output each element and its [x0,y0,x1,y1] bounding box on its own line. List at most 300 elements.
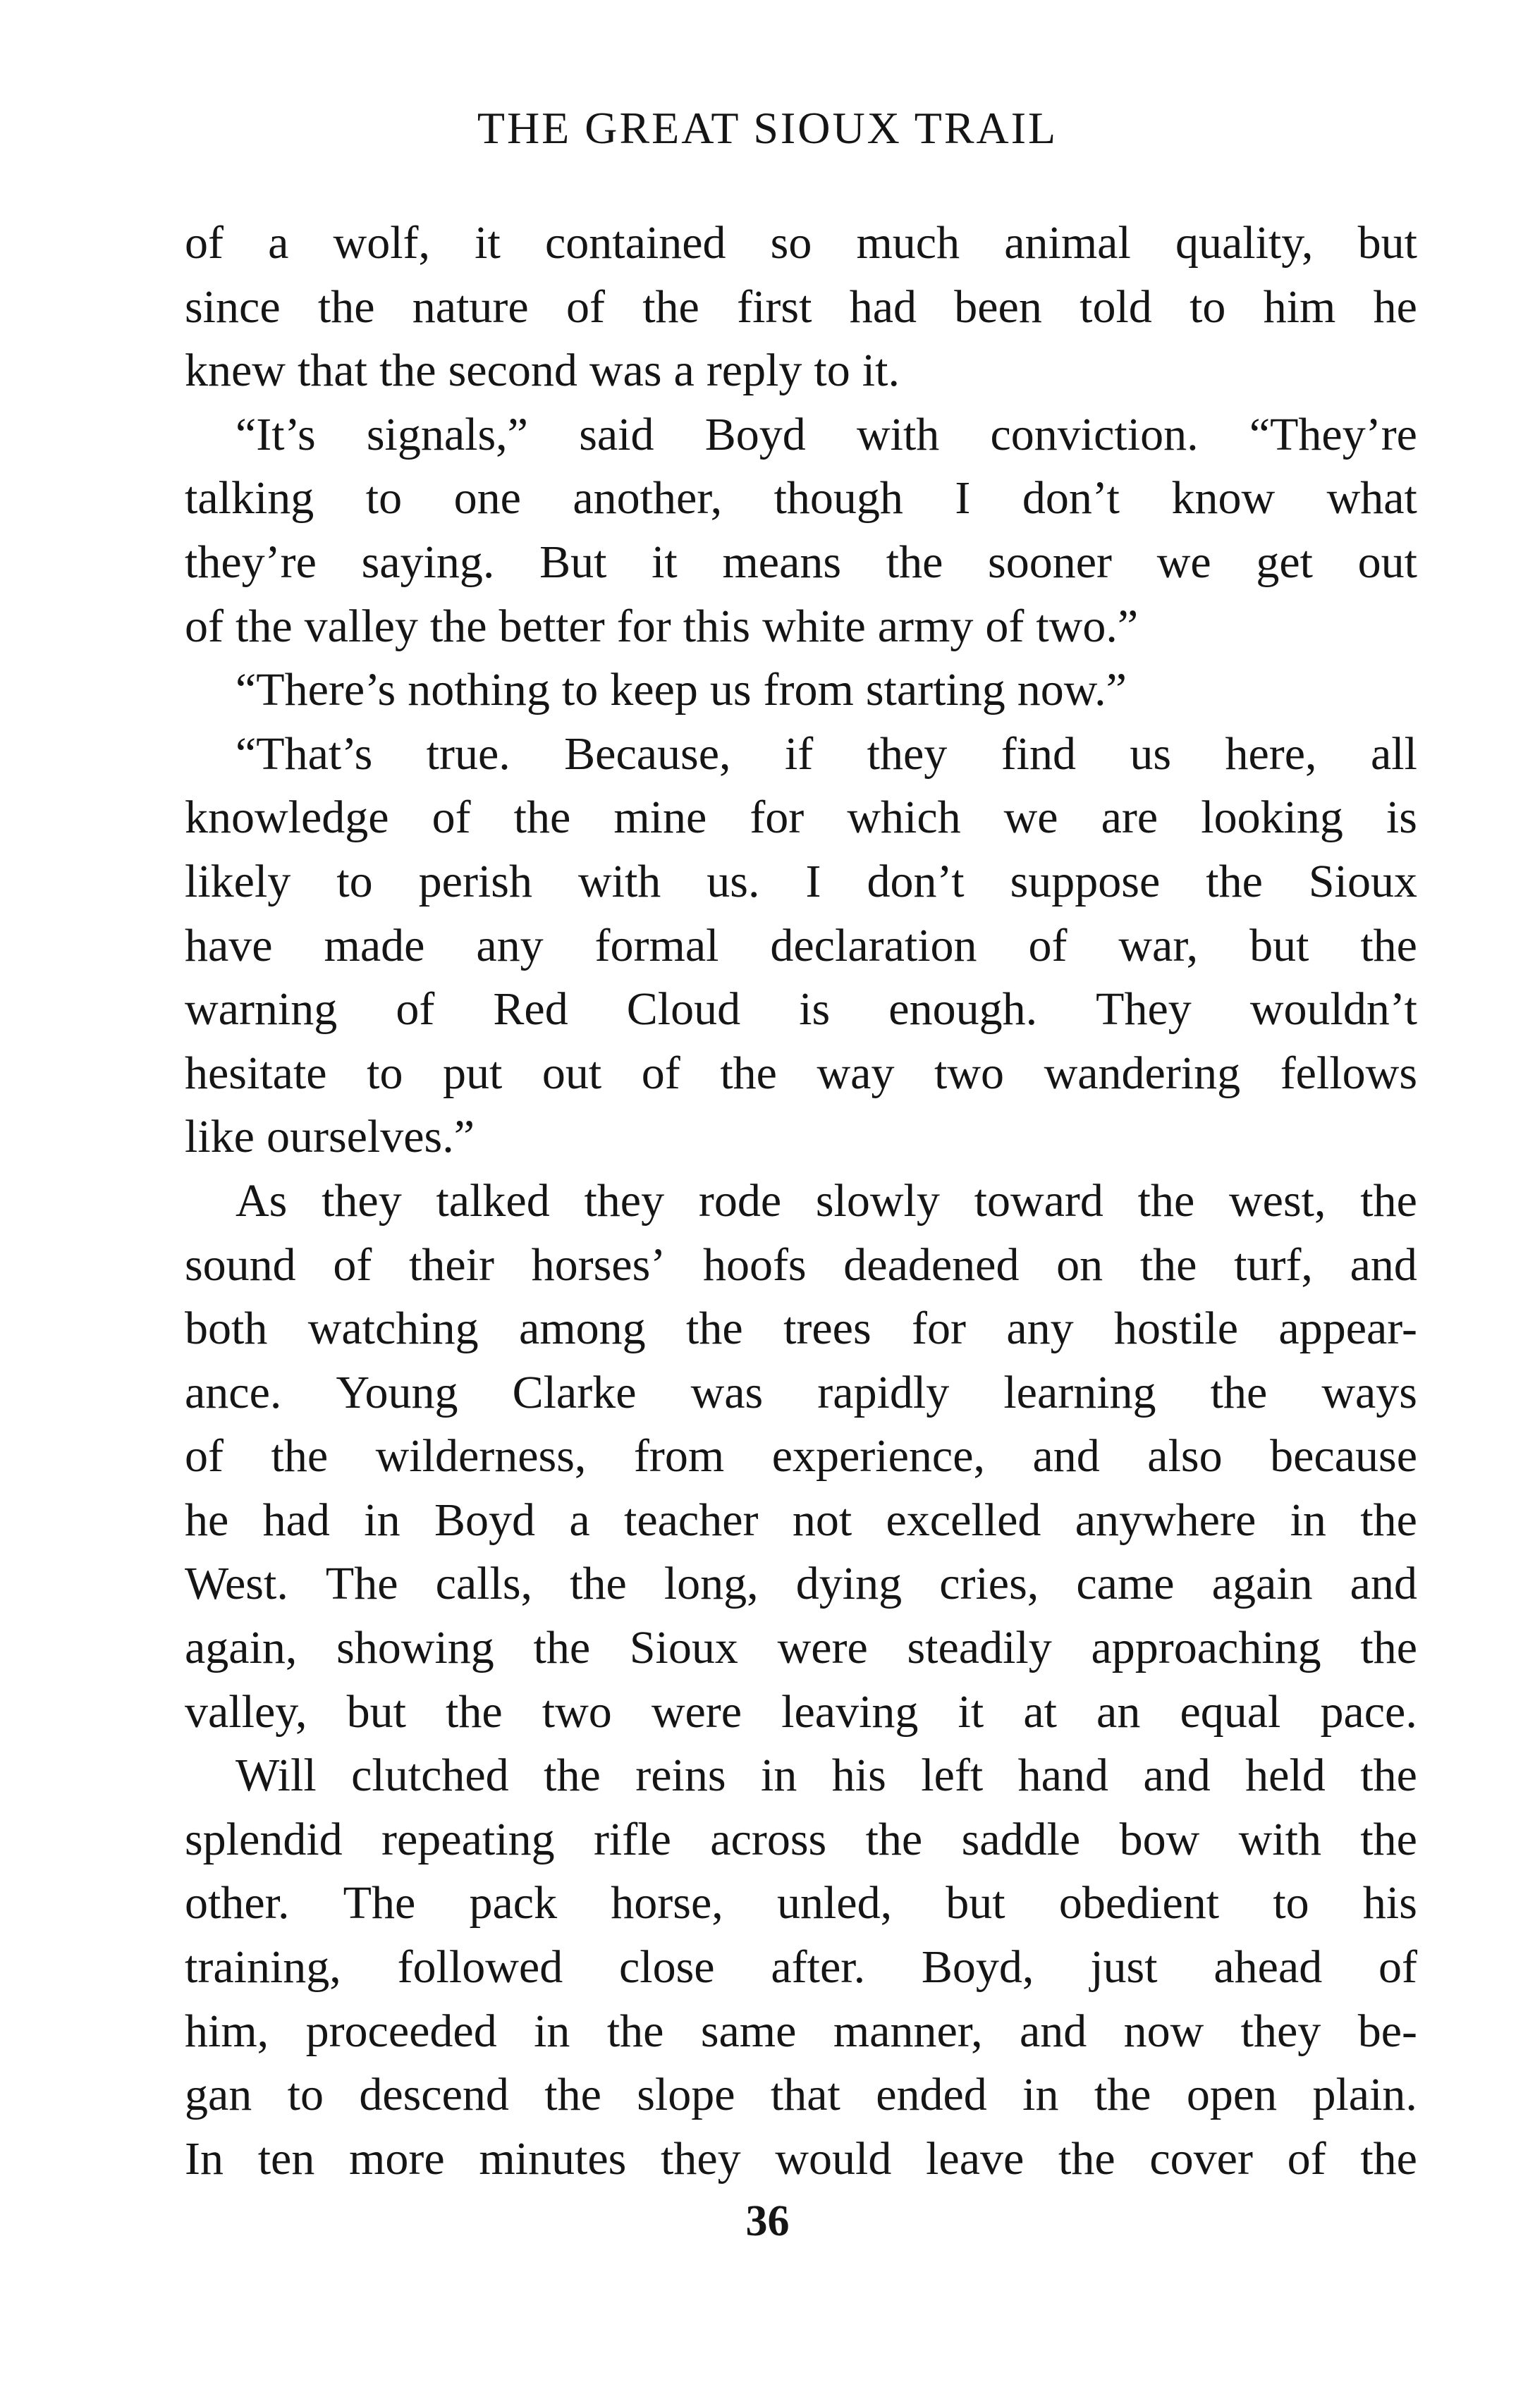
text-line [185,1744,1417,1808]
word: They [1096,983,1192,1036]
word: him, [185,2005,269,2057]
word: any [1006,1303,1074,1355]
word: hostile [1114,1303,1239,1355]
text-line [185,1425,1417,1489]
word: they [322,1174,402,1227]
word: the [544,2069,601,2121]
word: to [367,1047,403,1099]
word: any [476,919,544,971]
word: saying. [361,536,495,588]
word: which [847,792,961,844]
running-head: THE GREAT SIOUX TRAIL [477,103,1058,153]
text-line [185,723,1417,787]
word: showing [336,1622,494,1674]
word: cries, [939,1558,1039,1610]
word: the [570,1558,627,1610]
word: first [737,281,812,333]
text-line [185,339,1417,403]
word: us [1130,727,1172,780]
word: cover [1149,2132,1253,2185]
word: unled, [776,1877,893,1929]
word: out [1357,536,1417,588]
word: Boyd [434,1494,535,1546]
word: now.” [1017,664,1127,716]
word: army [877,600,974,652]
word: but [346,1685,406,1738]
word: experience, [771,1430,985,1482]
word: followed [397,1941,563,1994]
word: to [287,2069,324,2121]
word: and [1350,1239,1417,1291]
word: but [946,1877,1005,1929]
word: a [569,1494,590,1546]
word: in [1022,2069,1059,2121]
word: pace. [1320,1685,1417,1738]
word: it. [862,345,900,397]
word: across [710,1813,827,1865]
word: fellows [1280,1047,1417,1099]
text-line [185,1105,1417,1169]
word: the [1360,1750,1417,1802]
text-line [185,276,1417,340]
text-line [185,1936,1417,2000]
word: Boyd, [921,1941,1034,1994]
word: been [954,281,1042,333]
word: was [690,1366,764,1418]
word: put [443,1047,503,1099]
word: better [499,600,605,652]
word: of [641,1047,680,1099]
word: leaving [781,1685,919,1738]
word: of [565,281,605,333]
text-line [185,1489,1417,1553]
word: us [709,664,752,716]
word: nothing [408,664,550,716]
word: their [409,1239,494,1291]
word: two.” [1036,600,1139,652]
text-line [185,1361,1417,1425]
word: to [1190,281,1226,333]
word: enough. [888,983,1038,1036]
word: the [544,1750,601,1802]
word: watching [307,1303,479,1355]
word: because [1270,1430,1417,1482]
word: would [775,2132,892,2185]
text-line [185,658,1417,723]
text-line [185,2063,1417,2127]
word: they [867,727,948,780]
word: reply [706,345,802,397]
word: suppose [1010,855,1161,907]
word: made [324,919,425,971]
word: valley [304,600,418,652]
text-line [185,211,1417,276]
word: the [379,345,436,397]
word: teacher [623,1494,759,1546]
word: ended [876,2069,987,2121]
word: the [271,1430,329,1482]
text-line [185,595,1417,659]
word: As [236,1174,288,1227]
word: deadened [843,1239,1020,1291]
word: descend [359,2069,509,2121]
word: with [856,408,940,460]
word: the [513,792,571,844]
word: that [770,2069,840,2121]
word: means [722,536,842,588]
word: is [1386,792,1417,844]
word: training, [185,1941,341,1994]
word: after. [771,1941,866,1994]
word: of [985,600,1025,652]
word: looking [1201,792,1343,844]
word: of [333,1239,372,1291]
word: “There’s [236,664,396,716]
word: a [673,345,695,397]
word: signals,” [366,408,528,460]
word: of [396,983,435,1036]
word: the [886,536,943,588]
word: the [235,600,293,652]
word: in [364,1494,400,1546]
word: the [1206,855,1263,907]
word: it [652,536,678,588]
word: close [618,1941,715,1994]
word: his [1362,1877,1417,1929]
word: the [720,1047,777,1099]
word: the [1360,919,1417,971]
word: much [856,217,960,269]
word: just [1090,1941,1158,1994]
word: declaration [770,919,977,971]
word: the [1360,1622,1417,1674]
word: don’t [867,855,965,907]
text-line [185,850,1417,914]
word: he [185,1494,229,1546]
word: again [1211,1558,1313,1610]
word: both [185,1303,268,1355]
text-line [185,1808,1417,1872]
word: calls, [435,1558,533,1610]
word: leave [926,2132,1025,2185]
word: the [446,1685,503,1738]
word: of [185,217,224,269]
word: Will [236,1750,317,1802]
word: the [1360,1494,1417,1546]
word: Because, [564,727,731,780]
word: rapidly [817,1366,950,1418]
word: now [1123,2005,1204,2057]
word: reins [635,1750,726,1802]
word: sound [185,1239,296,1291]
word: west, [1229,1174,1326,1227]
word: we [1003,792,1058,844]
word: left [921,1750,984,1802]
word: conviction. [990,408,1199,460]
word: they’re [185,536,317,588]
word: him [1263,281,1336,333]
word: gan [185,2069,252,2121]
word: learning [1003,1366,1156,1418]
word: mine [613,792,707,844]
word: of [1028,919,1068,971]
word: wouldn’t [1249,983,1417,1036]
word: dying [795,1558,903,1610]
word: it [958,1685,984,1738]
word: also [1147,1430,1223,1482]
word: contained [544,217,726,269]
word: rifle [593,1813,671,1865]
word: a [268,217,289,269]
word: horses’ [531,1239,666,1291]
word: another, [573,472,723,524]
text-line [185,1616,1417,1681]
word: quality, [1175,217,1314,269]
word: they [661,2132,741,2185]
word: two [934,1047,1005,1099]
word: have [185,919,273,971]
word: find [1001,727,1077,780]
word: two [542,1685,612,1738]
text-line [185,1681,1417,1745]
word: way [817,1047,895,1099]
word: wolf, [333,217,431,269]
word: sooner [988,536,1113,588]
word: approaching [1091,1622,1321,1674]
word: we [1156,536,1211,588]
word: if [784,727,814,780]
word: second [448,345,577,397]
word: held [1245,1750,1326,1802]
text-line [185,1042,1417,1106]
text-line [185,1872,1417,1936]
body-text [185,211,1417,2191]
word: Clarke [512,1366,637,1418]
word: to [336,855,373,907]
text-line [185,1169,1417,1234]
word: Sioux [629,1622,738,1674]
word: had [262,1494,330,1546]
word: be- [1357,2005,1417,2057]
text-line [185,978,1417,1042]
word: slowly [815,1174,940,1227]
text-line [185,531,1417,595]
word: of [1287,2132,1326,2185]
word: Cloud [626,983,741,1036]
word: excelled [886,1494,1041,1546]
word: ance. [185,1366,282,1418]
word: was [589,345,662,397]
word: saddle [961,1813,1081,1865]
word: white [762,600,866,652]
word: rode [698,1174,782,1227]
word: us. [707,855,760,907]
word: of [432,792,471,844]
word: of [185,1430,224,1482]
word: In [185,2132,224,2185]
word: ahead [1213,1941,1323,1994]
word: “It’s [236,408,316,460]
word: steadily [907,1622,1052,1674]
word: they [584,1174,665,1227]
word: in [534,2005,570,2057]
word: don’t [1022,472,1120,524]
word: from [763,664,854,716]
word: get [1256,536,1313,588]
word: splendid [185,1813,343,1865]
word: from [633,1430,725,1482]
word: valley, [185,1685,307,1738]
word: with [577,855,661,907]
word: equal [1180,1685,1281,1738]
word: but [1357,217,1417,269]
word: at [1023,1685,1057,1738]
word: open [1186,2069,1278,2121]
word: the [1137,1174,1195,1227]
word: but [1249,919,1309,971]
word: more [349,2132,445,2185]
word: came [1076,1558,1175,1610]
word: plain. [1312,2069,1417,2121]
word: I [805,855,821,907]
word: with [1238,1813,1321,1865]
word: the [642,281,699,333]
word: he [1373,281,1417,333]
word: clutched [351,1750,509,1802]
text-line [185,1552,1417,1616]
word: the [317,281,375,333]
word: appear- [1278,1303,1417,1355]
word: the [606,2005,664,2057]
word: likely [185,855,291,907]
word: pack [469,1877,558,1929]
word: the [1360,1813,1417,1865]
word: his [831,1750,886,1802]
word: of [185,600,224,652]
word: starting [865,664,1005,716]
word: obedient [1058,1877,1220,1929]
word: again, [185,1622,298,1674]
word: to [814,345,850,397]
text-line [185,467,1417,531]
word: ways [1321,1366,1417,1418]
word: though [773,472,903,524]
word: the [865,1813,923,1865]
word: out [542,1047,602,1099]
word: said [579,408,654,460]
word: is [799,983,831,1036]
word: the [686,1303,743,1355]
word: the [1360,1174,1417,1227]
word: toward [974,1174,1103,1227]
word: warning [185,983,338,1036]
word: that [297,345,367,397]
word: for [750,792,805,844]
word: in [1290,1494,1326,1546]
word: know [1171,472,1276,524]
word: what [1326,472,1417,524]
word: like [185,1111,255,1163]
word: hand [1017,1750,1108,1802]
word: Red [493,983,568,1036]
word: for [616,600,671,652]
word: The [343,1877,416,1929]
word: I [955,472,971,524]
word: true. [426,727,510,780]
word: told [1080,281,1152,333]
word: horse, [611,1877,723,1929]
word: talking [185,472,314,524]
word: wandering [1044,1047,1241,1099]
word: knowledge [185,792,389,844]
word: long, [663,1558,759,1610]
word: bow [1119,1813,1200,1865]
text-line [185,786,1417,850]
word: all [1370,727,1417,780]
text-line [185,2127,1417,2192]
text-line [185,1234,1417,1298]
word: minutes [479,2132,627,2185]
word: the [1094,2069,1151,2121]
word: and [1143,1750,1211,1802]
word: in [760,1750,797,1802]
word: trees [783,1303,872,1355]
word: “That’s [236,727,373,780]
word: were [651,1685,742,1738]
word: “They’re [1249,408,1417,460]
word: The [325,1558,398,1610]
word: the [429,600,487,652]
word: Young [336,1366,458,1418]
word: and [1019,2005,1087,2057]
word: proceeded [305,2005,497,2057]
word: the [1139,1239,1197,1291]
word: animal [1004,217,1131,269]
word: to [561,664,599,716]
word: an [1096,1685,1141,1738]
word: manner, [833,2005,983,2057]
word: one [453,472,521,524]
word: nature [412,281,529,333]
word: anywhere [1075,1494,1256,1546]
word: not [792,1494,852,1546]
word: here, [1225,727,1317,780]
word: so [770,217,812,269]
word: had [849,281,917,333]
word: are [1101,792,1158,844]
word: to [1273,1877,1309,1929]
text-line [185,403,1417,467]
word: they [1240,2005,1321,2057]
word: same [700,2005,797,2057]
word: ourselves.” [266,1111,475,1163]
word: since [185,281,281,333]
word: But [539,536,607,588]
word: perish [418,855,532,907]
word: to [365,472,403,524]
word: for [912,1303,966,1355]
word: repeating [381,1813,555,1865]
word: knew [185,345,286,397]
word: West. [185,1558,288,1610]
word: war, [1118,919,1199,971]
word: turf, [1234,1239,1313,1291]
word: of [1378,1941,1417,1994]
text-line [185,1297,1417,1361]
word: ten [257,2132,315,2185]
text-line [185,2000,1417,2064]
word: Sioux [1308,855,1417,907]
